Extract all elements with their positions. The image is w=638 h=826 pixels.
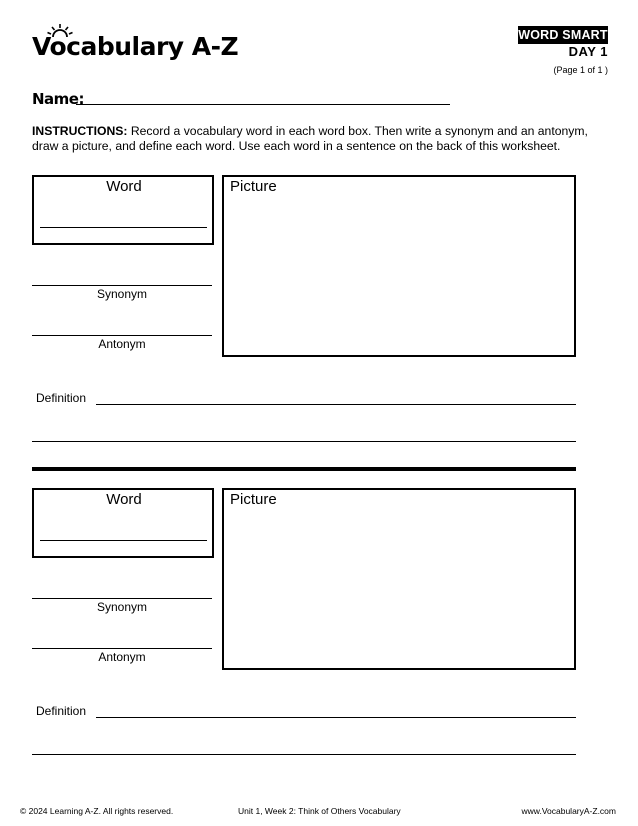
synonym-label: Synonym (96, 600, 148, 614)
antonym-field[interactable] (32, 335, 212, 336)
definition-label: Definition (36, 391, 87, 405)
instructions-text: Record a vocabulary word in each word box. Then write a synonym and an antonym, draw a picture, and define each word. Use each word in a sentence on the back of this worksheet. (32, 124, 588, 153)
synonym-field[interactable] (32, 598, 212, 599)
definition-field-continued[interactable] (32, 441, 576, 442)
definition-field-continued[interactable] (32, 754, 576, 755)
vocab-section-1 (0, 175, 638, 475)
footer-unit: Unit 1, Week 2: Think of Others Vocabulary (238, 806, 401, 816)
word-label: Word (106, 491, 142, 508)
definition-field[interactable] (96, 717, 576, 718)
antonym-label: Antonym (98, 650, 146, 664)
antonym-label: Antonym (98, 337, 146, 351)
picture-box[interactable] (222, 488, 576, 670)
page-info: (Page 1 of 1 ) (553, 65, 608, 75)
synonym-label: Synonym (96, 287, 148, 301)
footer-website[interactable]: www.VocabularyA-Z.com (521, 806, 616, 816)
picture-label: Picture (230, 178, 277, 195)
footer-copyright: © 2024 Learning A-Z. All rights reserved. (20, 806, 174, 816)
instructions-lead: INSTRUCTIONS: (32, 124, 128, 138)
name-field[interactable] (76, 104, 450, 105)
word-field[interactable] (40, 540, 207, 541)
word-field[interactable] (40, 227, 207, 228)
picture-label: Picture (230, 491, 277, 508)
word-box (32, 488, 214, 558)
definition-label: Definition (36, 704, 87, 718)
section-divider (32, 467, 576, 471)
word-smart-badge: WORD SMART (518, 28, 608, 42)
vocab-section-2 (0, 488, 638, 788)
word-label: Word (106, 178, 142, 195)
logo-text: Vocabulary A-Z (32, 32, 239, 61)
definition-field[interactable] (96, 404, 576, 405)
instructions (32, 124, 617, 154)
antonym-field[interactable] (32, 648, 212, 649)
synonym-field[interactable] (32, 285, 212, 286)
word-box (32, 175, 214, 245)
day-label: DAY 1 (568, 44, 608, 59)
name-label: Name: (32, 90, 84, 108)
picture-box[interactable] (222, 175, 576, 357)
